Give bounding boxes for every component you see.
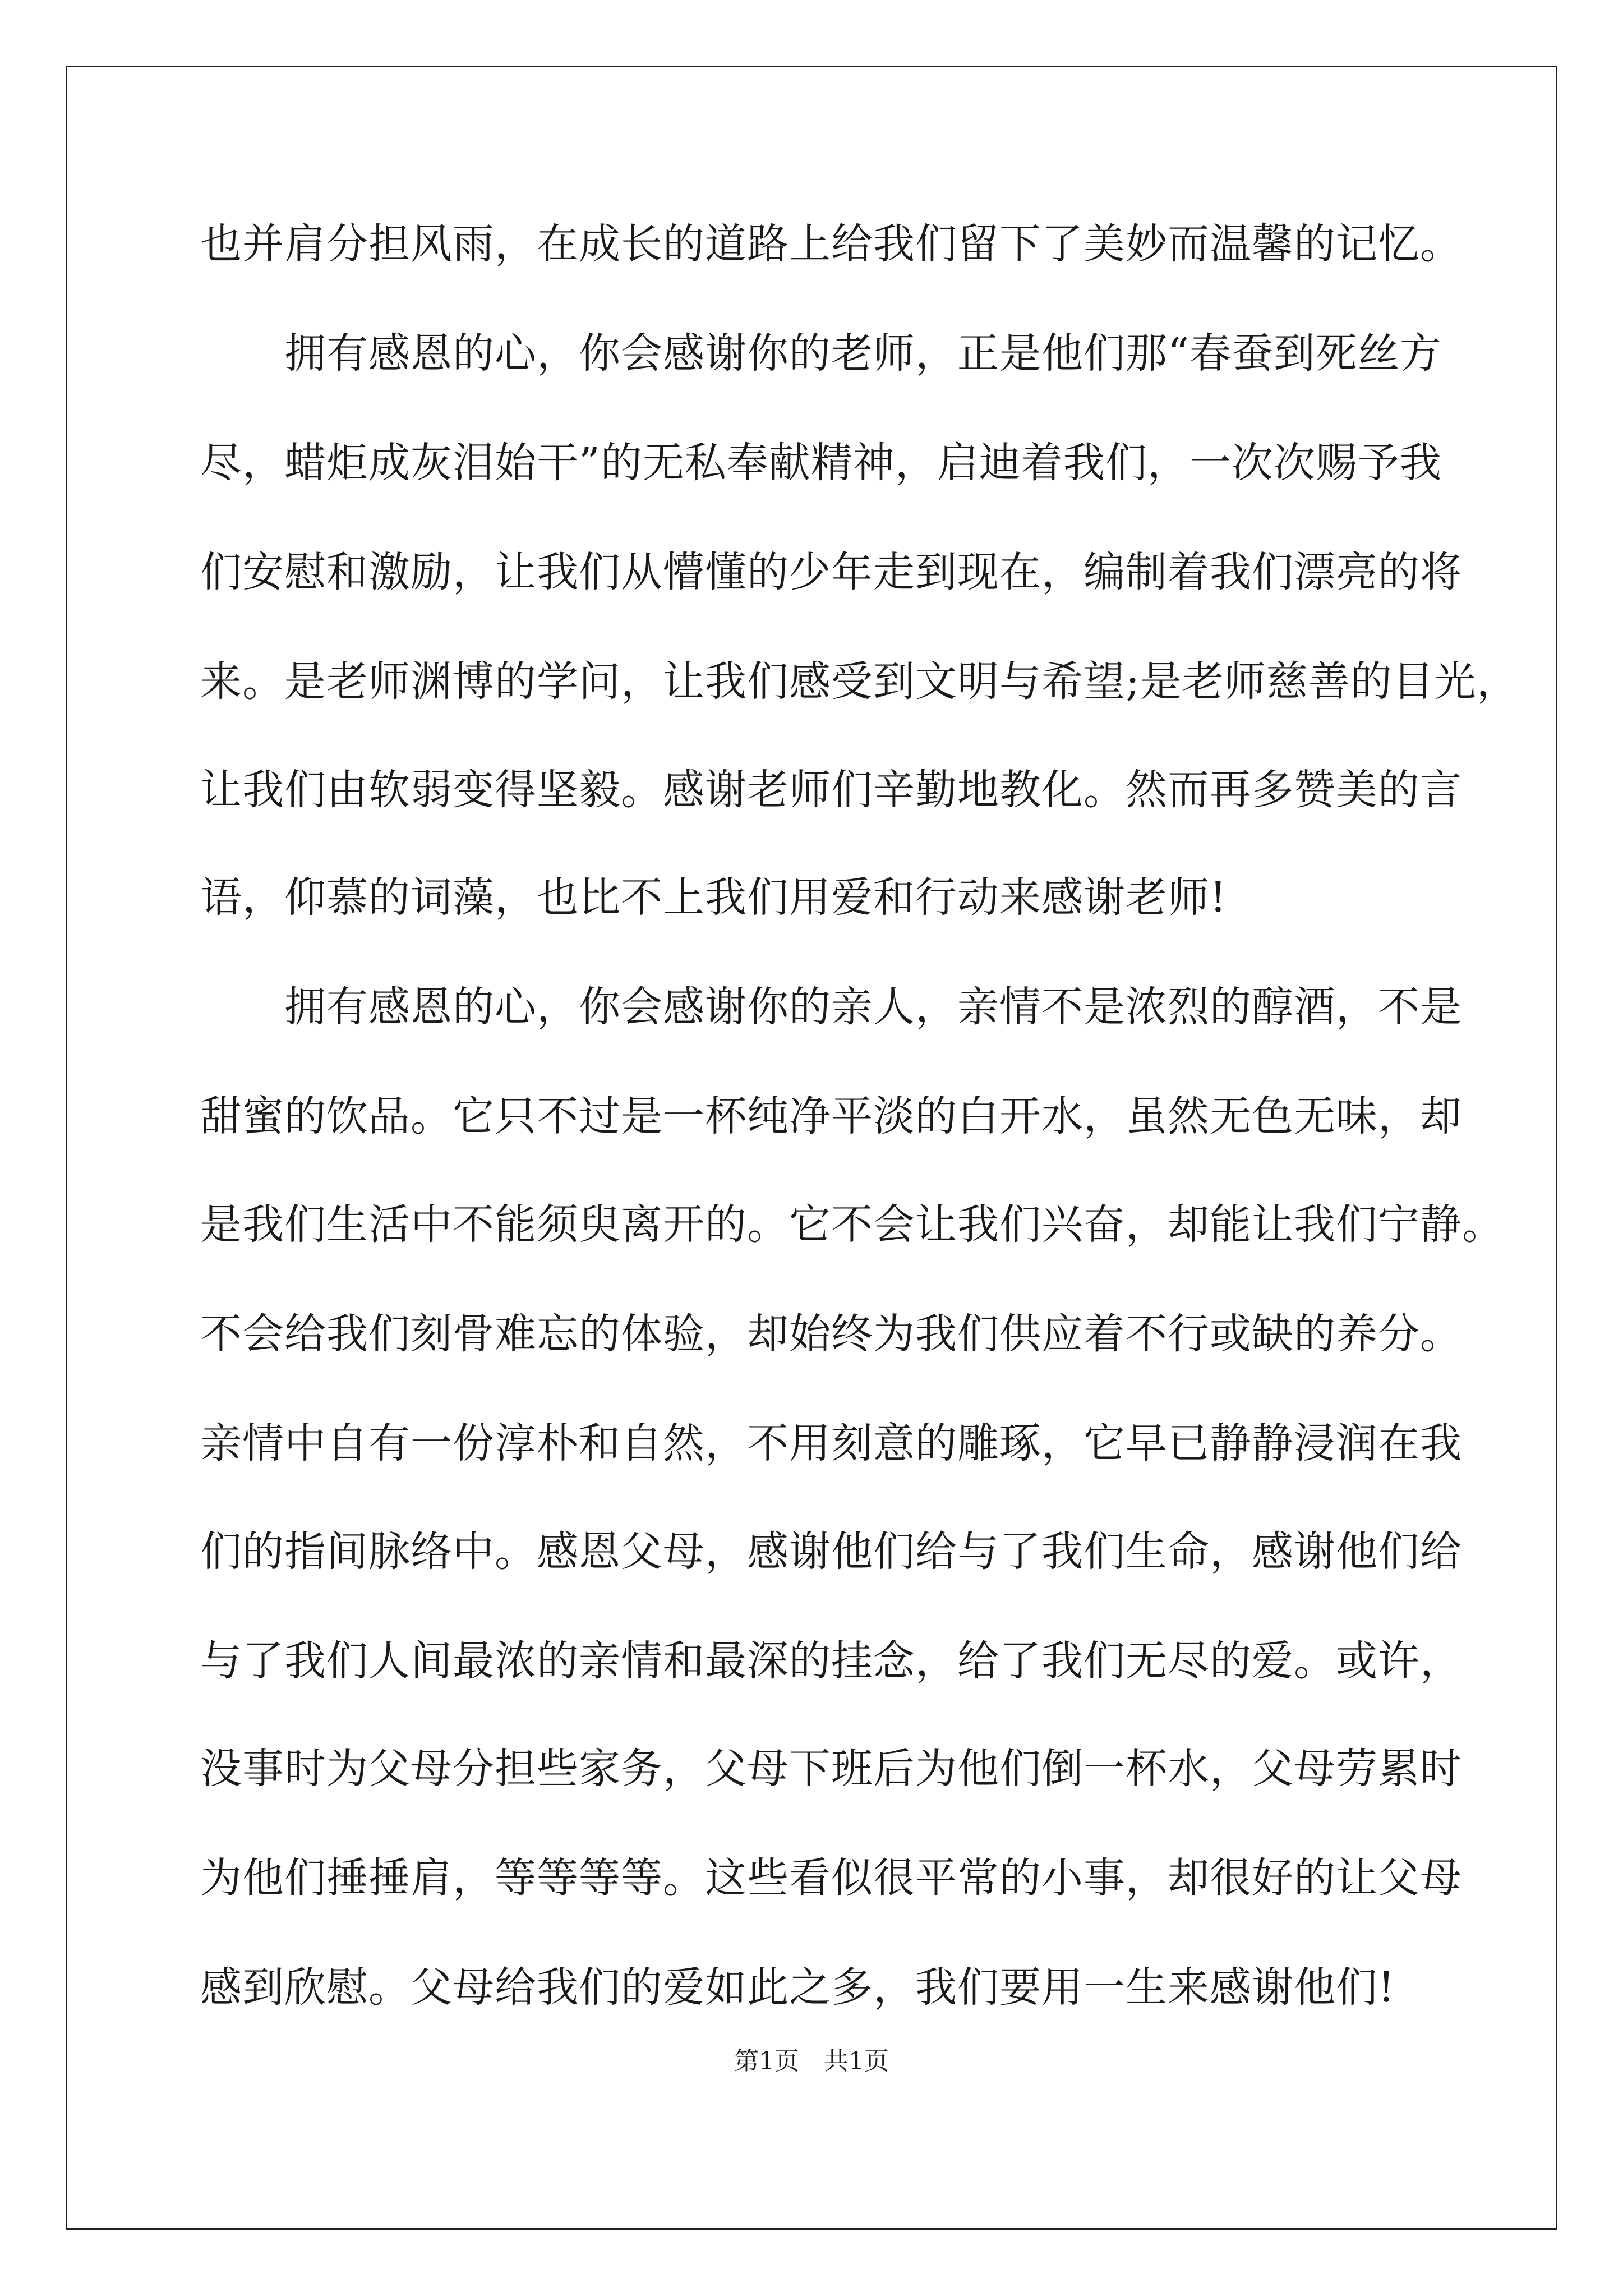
page-number: 第1页 共1页 — [734, 2047, 889, 2076]
text-line: 不会给我们刻骨难忘的体验，却始终为我们供应着不行或缺的养分。 — [200, 1310, 1462, 1358]
text-line: 语，仰慕的词藻，也比不上我们用爱和行动来感谢老师! — [200, 873, 1227, 922]
text-line: 为他们捶捶肩，等等等等。这些看似很平常的小事，却很好的让父母 — [200, 1854, 1462, 1902]
text-line: 没事时为父母分担些家务，父母下班后为他们倒一杯水，父母劳累时 — [200, 1745, 1462, 1793]
text-line: 来。是老师渊博的学问，让我们感受到文明与希望;是老师慈善的目光， — [200, 657, 1519, 706]
text-line: 甜蜜的饮品。它只不过是一杯纯净平淡的白开水，虽然无色无味，却 — [200, 1092, 1462, 1140]
text-line: 也并肩分担风雨，在成长的道路上给我们留下了美妙而温馨的记忆。 — [200, 220, 1462, 268]
text-line: 亲情中自有一份淳朴和自然，不用刻意的雕琢，它早已静静浸润在我 — [200, 1419, 1462, 1467]
page-footer — [0, 2045, 1623, 2078]
text-line: 让我们由软弱变得坚毅。感谢老师们辛勤地教化。然而再多赞美的言 — [200, 766, 1462, 814]
text-line: 是我们生活中不能须臾离开的。它不会让我们兴奋，却能让我们宁静。 — [200, 1200, 1504, 1249]
text-line: 与了我们人间最浓的亲情和最深的挂念，给了我们无尽的爱。或许， — [200, 1637, 1462, 1685]
text-line: 尽，蜡炬成灰泪始干”的无私奉献精神，启迪着我们，一次次赐予我 — [200, 439, 1442, 487]
text-line: 拥有感恩的心，你会感谢你的亲人，亲情不是浓烈的醇酒，不是 — [200, 983, 1462, 1031]
text-line: 们的指间脉络中。感恩父母，感谢他们给与了我们生命，感谢他们给 — [200, 1527, 1462, 1576]
text-line: 拥有感恩的心，你会感谢你的老师，正是他们那“春蚕到死丝方 — [200, 329, 1442, 378]
text-line: 们安慰和激励，让我们从懵懂的少年走到现在，编制着我们漂亮的将 — [200, 548, 1462, 596]
text-line: 感到欣慰。父母给我们的爱如此之多，我们要用一生来感谢他们! — [200, 1963, 1395, 2012]
